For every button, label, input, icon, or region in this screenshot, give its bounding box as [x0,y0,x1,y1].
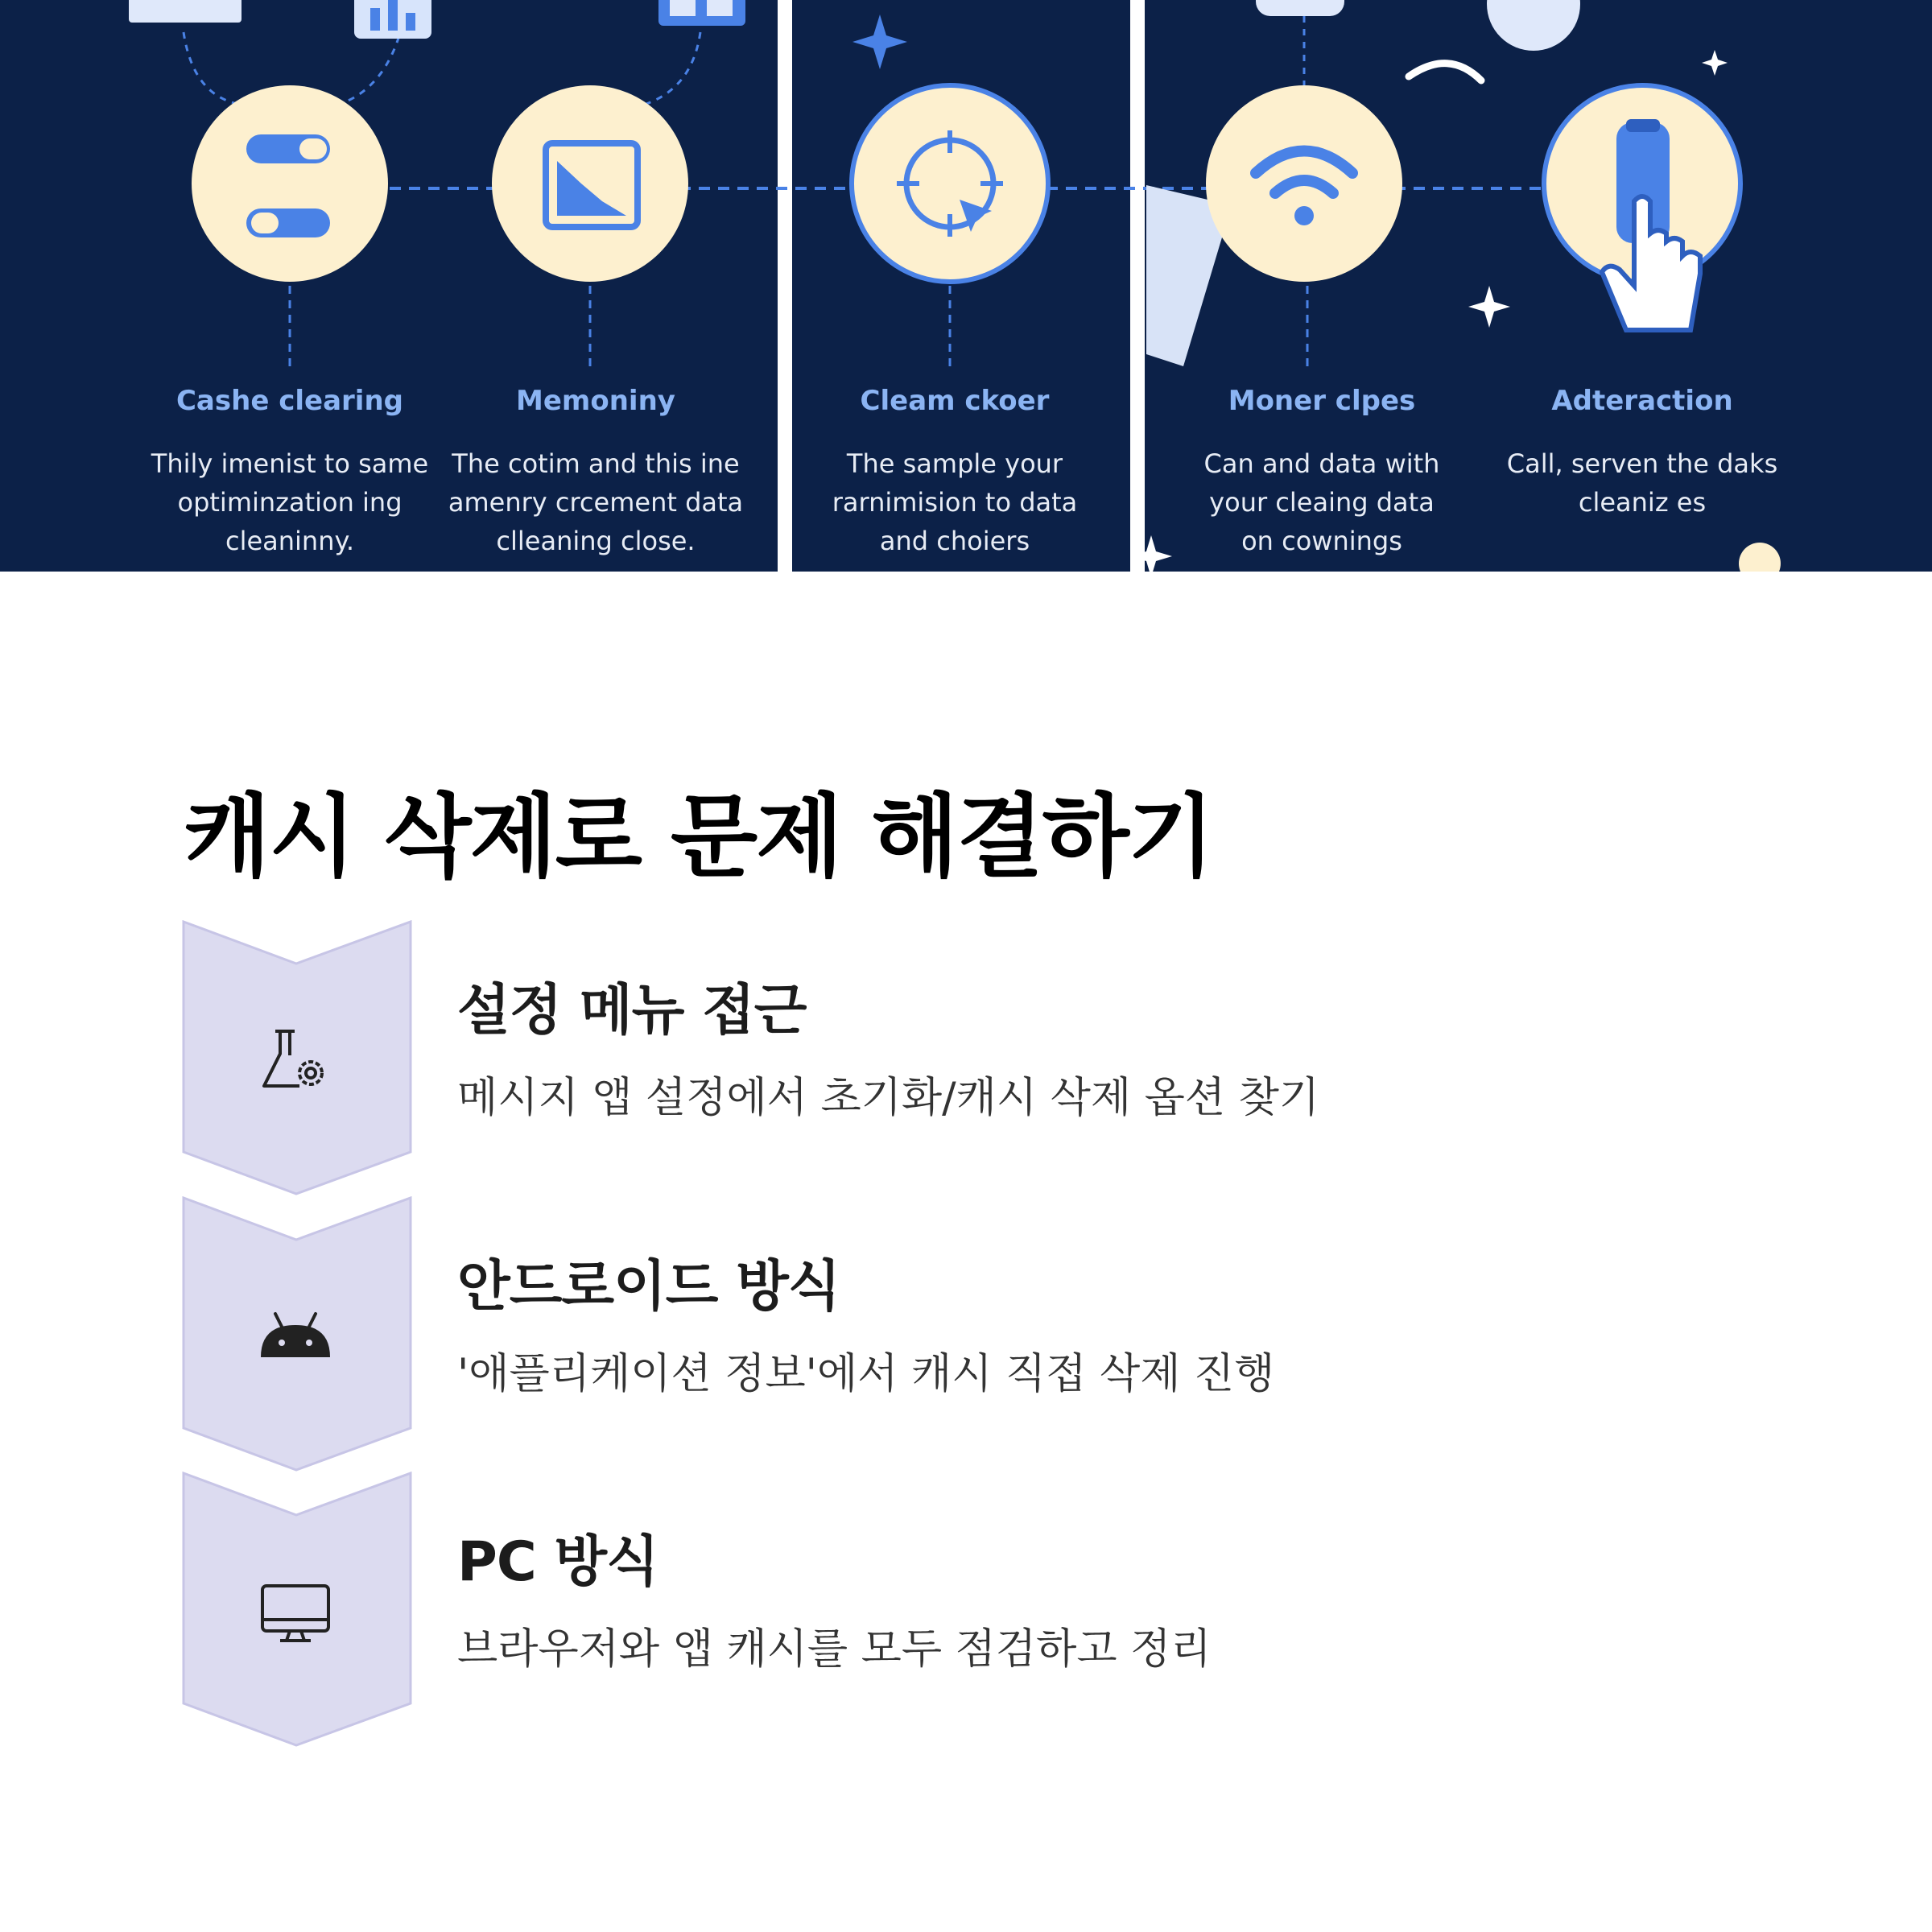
feature-title: Memoniny [516,385,675,417]
sparkle-icon [852,14,907,69]
step-desc: 브라우저와 앱 캐시를 모두 점검하고 정리 [457,1625,1212,1674]
step-title: PC 방식 [457,1530,658,1594]
top-card-icon [129,0,242,23]
wifi-icon [1206,85,1402,282]
feature-title: Cashe clearing [175,385,403,417]
hero-illustration [0,0,1932,572]
feature-desc: The cotim and this ine amenry crcement data clleaning close. [448,448,744,556]
image-chart-icon [492,85,688,282]
sparkle-icon [1468,286,1510,328]
arc-decoration [1409,64,1481,80]
feature-title: Moner clpes [1228,385,1416,417]
step-android [182,1196,1711,1470]
android-icon [259,1301,332,1373]
sparkle-icon [1702,50,1728,76]
divider-right [1130,0,1145,572]
target-cursor-icon [852,85,1048,282]
monitor-icon [259,1576,332,1649]
step-title: 안드로이드 방식 [457,1255,840,1319]
feature-title: Adteraction [1551,385,1733,417]
feature-desc: Call, serven the daks cleaniz es [1506,448,1778,518]
step-pc [182,1472,1711,1745]
flask-gear-icon [259,1025,332,1097]
section-title: 캐시 삭제로 문제 해결하기 [184,785,1214,890]
feature-desc: Thily imenist to same optiminzation ing cleaninny. [151,448,429,556]
flower-decoration [1739,543,1781,572]
step-settings-menu [182,920,1711,1194]
step-desc: 메시지 앱 설정에서 초기화/캐시 삭제 옵션 찾기 [457,1074,1320,1122]
toggle-switches-icon [192,85,388,282]
divider-left [778,0,792,572]
top-disk-icon [1256,0,1344,16]
feature-desc: The sample your rarnimision to data and choiers [832,448,1078,556]
step-title: 설정 메뉴 접근 [457,979,807,1042]
step-desc: '애플리케이션 정보'에서 캐시 직접 삭제 진행 [457,1350,1275,1398]
feature-desc: Can and data with your cleaing data on cownings [1203,448,1440,556]
feature-title: Cleam ckoer [860,385,1050,417]
top-dial-icon [1487,0,1580,51]
hand-tap-icon [1544,85,1740,330]
